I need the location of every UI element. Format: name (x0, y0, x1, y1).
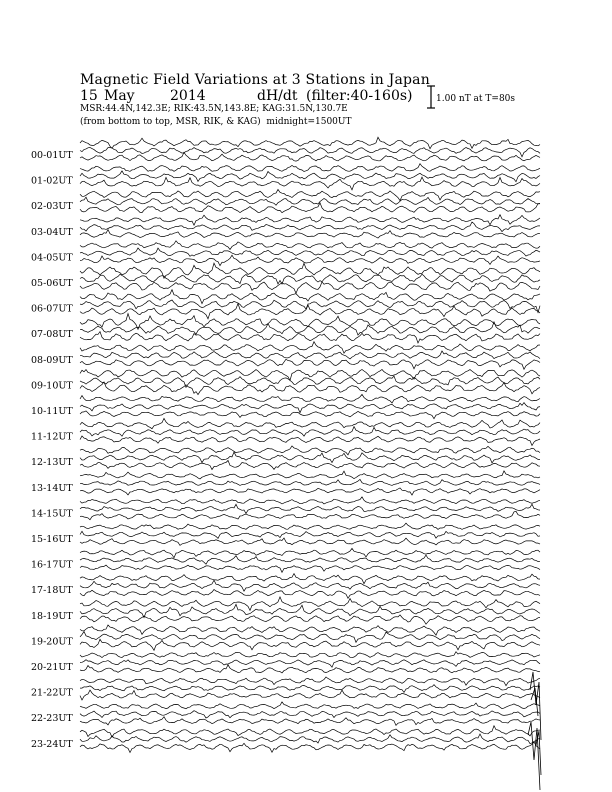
trace-KAG (80, 290, 540, 304)
trace-KAG (80, 726, 540, 737)
trace-MSR (80, 255, 540, 265)
row-19-20UT (31, 625, 540, 650)
trace-KAG (80, 677, 540, 686)
date-year: 2014 (170, 88, 206, 104)
row-label: 06-07UT (31, 303, 73, 315)
trace-KAG (80, 446, 540, 455)
trace-MSR (80, 382, 540, 395)
trace-MSR (80, 203, 540, 213)
trace-RIK (80, 479, 540, 485)
row-label: 09-10UT (31, 380, 73, 392)
trace-MSR (80, 230, 540, 239)
row-10-11UT (31, 394, 540, 418)
trace-RIK (80, 351, 540, 359)
row-label: 20-21UT (31, 662, 73, 673)
trace-MSR (80, 436, 540, 446)
trace-MSR (80, 565, 540, 572)
date-day: 15 (80, 88, 98, 104)
row-label: 17-18UT (31, 585, 73, 597)
trace-KAG (80, 625, 540, 635)
trace-KAG (80, 137, 540, 149)
row-label: 12-13UT (31, 457, 73, 469)
trace-MSR (80, 152, 540, 161)
row-17-18UT (31, 574, 540, 599)
row-label: 05-06UT (31, 278, 73, 289)
row-03-04UT (31, 215, 540, 238)
trace-RIK (80, 403, 540, 413)
date-month: May (104, 88, 135, 104)
trace-MSR (80, 488, 540, 495)
trace-RIK (80, 711, 540, 718)
trace-RIK (80, 197, 540, 205)
trace-KAG (80, 702, 540, 709)
trace-KAG (80, 263, 540, 278)
row-label: 19-20UT (31, 636, 73, 648)
row-11-12UT (31, 418, 540, 445)
chart-title: Magnetic Field Variations at 3 Stations in Japan (80, 72, 430, 88)
trace-MSR (80, 460, 540, 469)
row-08-09UT (31, 342, 540, 370)
trace-RIK (80, 734, 540, 744)
trace-MSR (80, 304, 540, 319)
scale-bar-label: 1.00 nT at T=80s (436, 94, 516, 104)
trace-MSR (80, 690, 540, 700)
row-12-13UT (31, 446, 540, 470)
row-label: 10-11UT (31, 406, 73, 417)
trace-RIK (80, 555, 540, 564)
row-label: 11-12UT (31, 431, 73, 443)
trace-MSR (80, 717, 540, 726)
row-label: 14-15UT (31, 508, 73, 520)
trace-MSR (80, 538, 540, 545)
trace-RIK (80, 531, 540, 538)
trace-MSR (80, 511, 540, 519)
trace-RIK (80, 685, 540, 693)
trace-KAG (80, 523, 540, 529)
trace-MSR (80, 590, 540, 599)
trace-RIK (80, 248, 540, 256)
trace-KAG (80, 548, 540, 557)
row-label: 03-04UT (31, 226, 73, 238)
trace-KAG (80, 241, 540, 250)
order-note-text: (from bottom to top, MSR, RIK, & KAG) (80, 117, 261, 127)
row-label: 23-24UT (31, 738, 73, 750)
row-label: 22-23UT (31, 713, 73, 725)
trace-KAG (80, 394, 540, 403)
trace-RIK (80, 300, 540, 312)
trace-MSR (80, 359, 540, 369)
row-label: 01-02UT (31, 175, 73, 187)
trace-KAG (80, 471, 540, 479)
row-label: 18-19UT (31, 610, 73, 622)
trace-RIK (80, 222, 540, 232)
row-label: 00-01UT (31, 150, 73, 161)
trace-RIK (80, 632, 540, 643)
row-label: 02-03UT (31, 201, 73, 213)
row-01-02UT (31, 164, 540, 190)
row-21-22UT (31, 677, 540, 700)
midnight-note: midnight=1500UT (266, 117, 352, 127)
row-15-16UT (31, 523, 540, 545)
row-04-05UT (31, 241, 540, 266)
row-14-15UT (31, 497, 540, 520)
trace-RIK (80, 171, 540, 182)
trace-RIK (80, 504, 540, 513)
trace-MSR (80, 332, 540, 343)
row-label: 08-09UT (31, 354, 73, 366)
row-label: 21-22UT (31, 687, 73, 699)
trace-KAG (80, 164, 540, 172)
row-23-24UT (31, 726, 540, 753)
row-22-23UT (31, 702, 540, 726)
station-coordinates: MSR:44.4N,142.3E; RIK:43.5N,143.8E; KAG:31.5N,130.7E (80, 104, 348, 114)
row-07-08UT (31, 314, 540, 343)
row-label: 16-17UT (31, 559, 73, 571)
row-13-14UT (31, 471, 540, 495)
quantity-label: dH/dt (257, 88, 298, 104)
row-05-06UT (31, 263, 540, 293)
trace-RIK (80, 580, 540, 591)
row-label: 15-16UT (31, 534, 73, 545)
trace-MSR (80, 665, 540, 673)
trace-MSR (80, 639, 540, 650)
trace-RIK (80, 427, 540, 437)
row-02-03UT (31, 189, 540, 212)
trace-RIK (80, 274, 540, 284)
row-18-19UT (31, 597, 540, 624)
scale-bar (427, 86, 435, 108)
row-label: 13-14UT (31, 482, 73, 494)
row-00-01UT (31, 137, 540, 161)
row-06-07UT (31, 290, 540, 319)
trace-MSR (80, 615, 540, 624)
rows-layer (31, 137, 540, 752)
row-label: 07-08UT (31, 329, 73, 341)
trace-KAG (80, 652, 540, 658)
trace-KAG (80, 418, 540, 428)
trace-MSR (80, 177, 540, 190)
trace-MSR (80, 411, 540, 419)
trace-KAG (80, 497, 540, 504)
trace-KAG (80, 597, 540, 611)
trace-RIK (80, 452, 540, 463)
row-label: 04-05UT (31, 252, 73, 264)
trace-KAG (80, 342, 540, 354)
row-09-10UT (31, 370, 540, 395)
filter-label: (filter:40-160s) (306, 88, 413, 104)
trace-RIK (80, 604, 540, 617)
trace-KAG (80, 370, 540, 381)
trace-MSR (80, 742, 540, 753)
trace-MSR (80, 282, 540, 293)
trace-KAG (80, 189, 540, 200)
trace-KAG (80, 574, 540, 584)
trace-RIK (80, 148, 540, 157)
row-16-17UT (31, 548, 540, 572)
trace-RIK (80, 660, 540, 668)
row-20-21UT (31, 652, 540, 673)
